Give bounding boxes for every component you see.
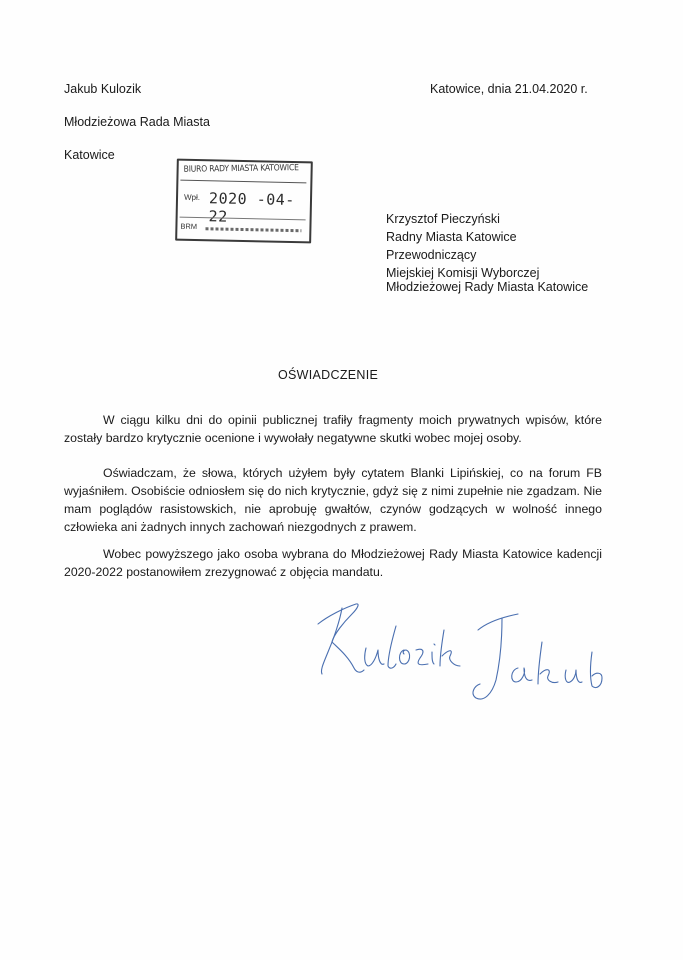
handwritten-signature (304, 590, 624, 720)
date-line: Katowice, dnia 21.04.2020 r. (430, 82, 588, 96)
stamp-title: BIURO RADY MIASTA KATOWICE (183, 163, 299, 175)
sender-city: Katowice (64, 148, 115, 162)
sender-organization: Młodzieżowa Rada Miasta (64, 115, 210, 129)
document-heading: OŚWIADCZENIE (278, 368, 379, 382)
body-paragraph: Wobec powyższego jako osoba wybrana do Młodzieżowej Rady Miasta Katowice kadencji 2020-2022 postanowiłem zrezygnować z objęcia mandatu. (64, 547, 602, 579)
recipient-line: Młodzieżowej Rady Miasta Katowice (386, 280, 589, 294)
office-received-stamp (175, 159, 311, 242)
recipient-line: Radny Miasta Katowice (386, 230, 517, 244)
stamp-footer: BRM (180, 221, 198, 232)
body-paragraph: W ciągu kilku dni do opinii publicznej trafiły fragmenty moich prywatnych wpisów, które zostały bardzo krytycznie ocenione i wywołały negatywne skutki wobec mojej osoby. (64, 413, 602, 445)
body-paragraph: Oświadczam, że słowa, których użyłem były cytatem Blanki Lipińskiej, co na forum FB wyjaśniłem. Osobiście odniosłem się do nich krytycznie, gdyż się z nimi zupełnie nie zgadzam. Nie mam poglądów rasistowskich, nie aprobuję gwałtów, czynów godzących w wolność innego człowieka ani żadnych innych zachowań niezgodnych z prawem. (64, 466, 602, 534)
recipient-line: Krzysztof Pieczyński (386, 212, 500, 226)
stamp-received-label: Wpł. (183, 192, 201, 203)
sender-name: Jakub Kulozik (64, 82, 142, 96)
stamp-received-date: 2020 -04- 22 (208, 189, 295, 226)
recipient-line: Miejskiej Komisji Wyborczej (386, 266, 540, 280)
recipient-line: Przewodniczący (386, 248, 477, 262)
